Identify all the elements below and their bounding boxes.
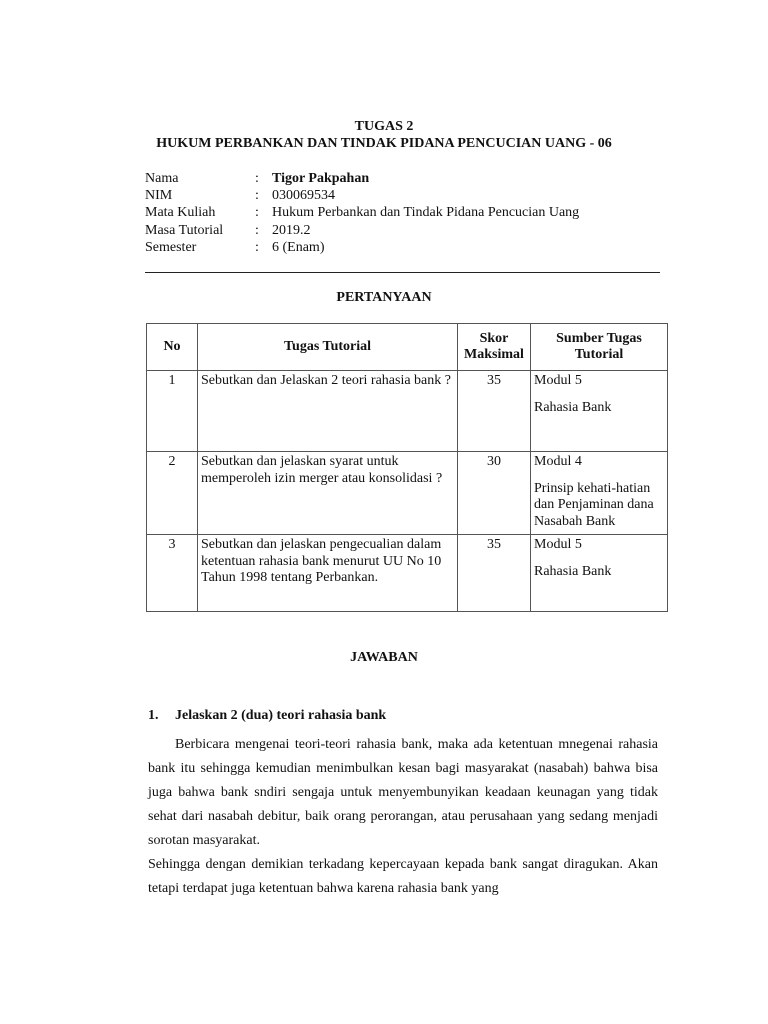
table-row (147, 535, 668, 612)
info-row-course (145, 204, 579, 221)
column-header-score: Skor Maksimal (458, 324, 531, 371)
student-info (145, 170, 579, 256)
cell-no: 1 (147, 371, 198, 452)
info-colon: : (255, 239, 259, 255)
info-value: 6 (Enam) (272, 239, 325, 255)
info-value: Hukum Perbankan dan Tindak Pidana Pencucian Uang (272, 205, 580, 221)
document-subtitle: HUKUM PERBANKAN DAN TINDAK PIDANA PENCUCIAN UANG - 06 (156, 136, 612, 151)
tasks-table (146, 323, 668, 612)
document-title: TUGAS 2 (354, 119, 414, 134)
divider-line (145, 272, 660, 273)
cell-task: Sebutkan dan Jelaskan 2 teori rahasia bank ? (198, 371, 458, 452)
info-colon: : (255, 171, 259, 186)
column-header-no: No (147, 324, 198, 371)
table-header-row (147, 324, 668, 371)
table-row (147, 371, 668, 452)
table-row (147, 452, 668, 535)
column-header-task: Tugas Tutorial (198, 324, 458, 371)
cell-score: 35 (458, 371, 531, 452)
info-row-semester (145, 239, 579, 256)
info-colon: : (255, 222, 259, 238)
cell-score: 35 (458, 535, 531, 612)
source-topic: Rahasia Bank (534, 563, 612, 579)
info-value: 2019.2 (272, 222, 311, 238)
info-label: Semester (145, 239, 197, 255)
info-value: Tigor Pakpahan (272, 171, 370, 186)
source-topic: Prinsip kehati-hatian dan Penjaminan dana Nasabah Bank (534, 480, 654, 529)
cell-task: Sebutkan dan jelaskan syarat untuk memperoleh izin merger atau konsolidasi ? (198, 452, 458, 535)
cell-no: 3 (147, 535, 198, 612)
cell-source (531, 452, 668, 535)
cell-no: 2 (147, 452, 198, 535)
column-header-source: Sumber Tugas Tutorial (531, 324, 668, 371)
answer-1-paragraph-2: Sehingga dengan demikian terkadang kepercayaan kepada bank sangat diragukan. Akan tetapi terdapat juga ketentuan bahwa karena rahasia bank yang (148, 857, 658, 896)
info-label: Mata Kuliah (145, 205, 216, 221)
info-colon: : (255, 188, 259, 204)
cell-score: 30 (458, 452, 531, 535)
info-label: Masa Tutorial (145, 222, 224, 238)
info-label: NIM (145, 188, 173, 204)
info-row-name (145, 170, 579, 187)
answer-1-heading (148, 708, 386, 724)
info-colon: : (255, 205, 259, 221)
info-row-nim (145, 187, 579, 204)
source-module: Modul 4 (534, 454, 582, 469)
answer-1-title: Jelaskan 2 (dua) teori rahasia bank (175, 708, 387, 723)
answer-1-number: 1. (148, 708, 159, 723)
source-module: Modul 5 (534, 537, 582, 552)
answers-heading: JAWABAN (350, 650, 418, 665)
cell-task: Sebutkan dan jelaskan pengecualian dalam ketentuan rahasia bank menurut UU No 10 Tahun 1998 tentang Perbankan. (198, 535, 458, 612)
info-value: 030069534 (272, 188, 335, 204)
cell-source (531, 535, 668, 612)
info-label: Nama (145, 171, 179, 186)
info-row-period (145, 222, 579, 239)
source-module: Modul 5 (534, 373, 582, 388)
cell-source (531, 371, 668, 452)
questions-heading: PERTANYAAN (336, 290, 432, 305)
source-topic: Rahasia Bank (534, 399, 612, 415)
answer-1-paragraph-1: Berbicara mengenai teori-teori rahasia bank, maka ada ketentuan mnegenai rahasia bank itu sehingga kemudian menimbulkan kesan bagi masyarakat (nasabah) bahwa bisa juga bahwa bank sndiri sengaja untuk menyembunyikan keadaan keunagan yang tidak sehat dari nasabah debitur, baik orang perorangan, atau perusahaan yang sedang menjadi sorotan masyarakat. (148, 737, 658, 848)
